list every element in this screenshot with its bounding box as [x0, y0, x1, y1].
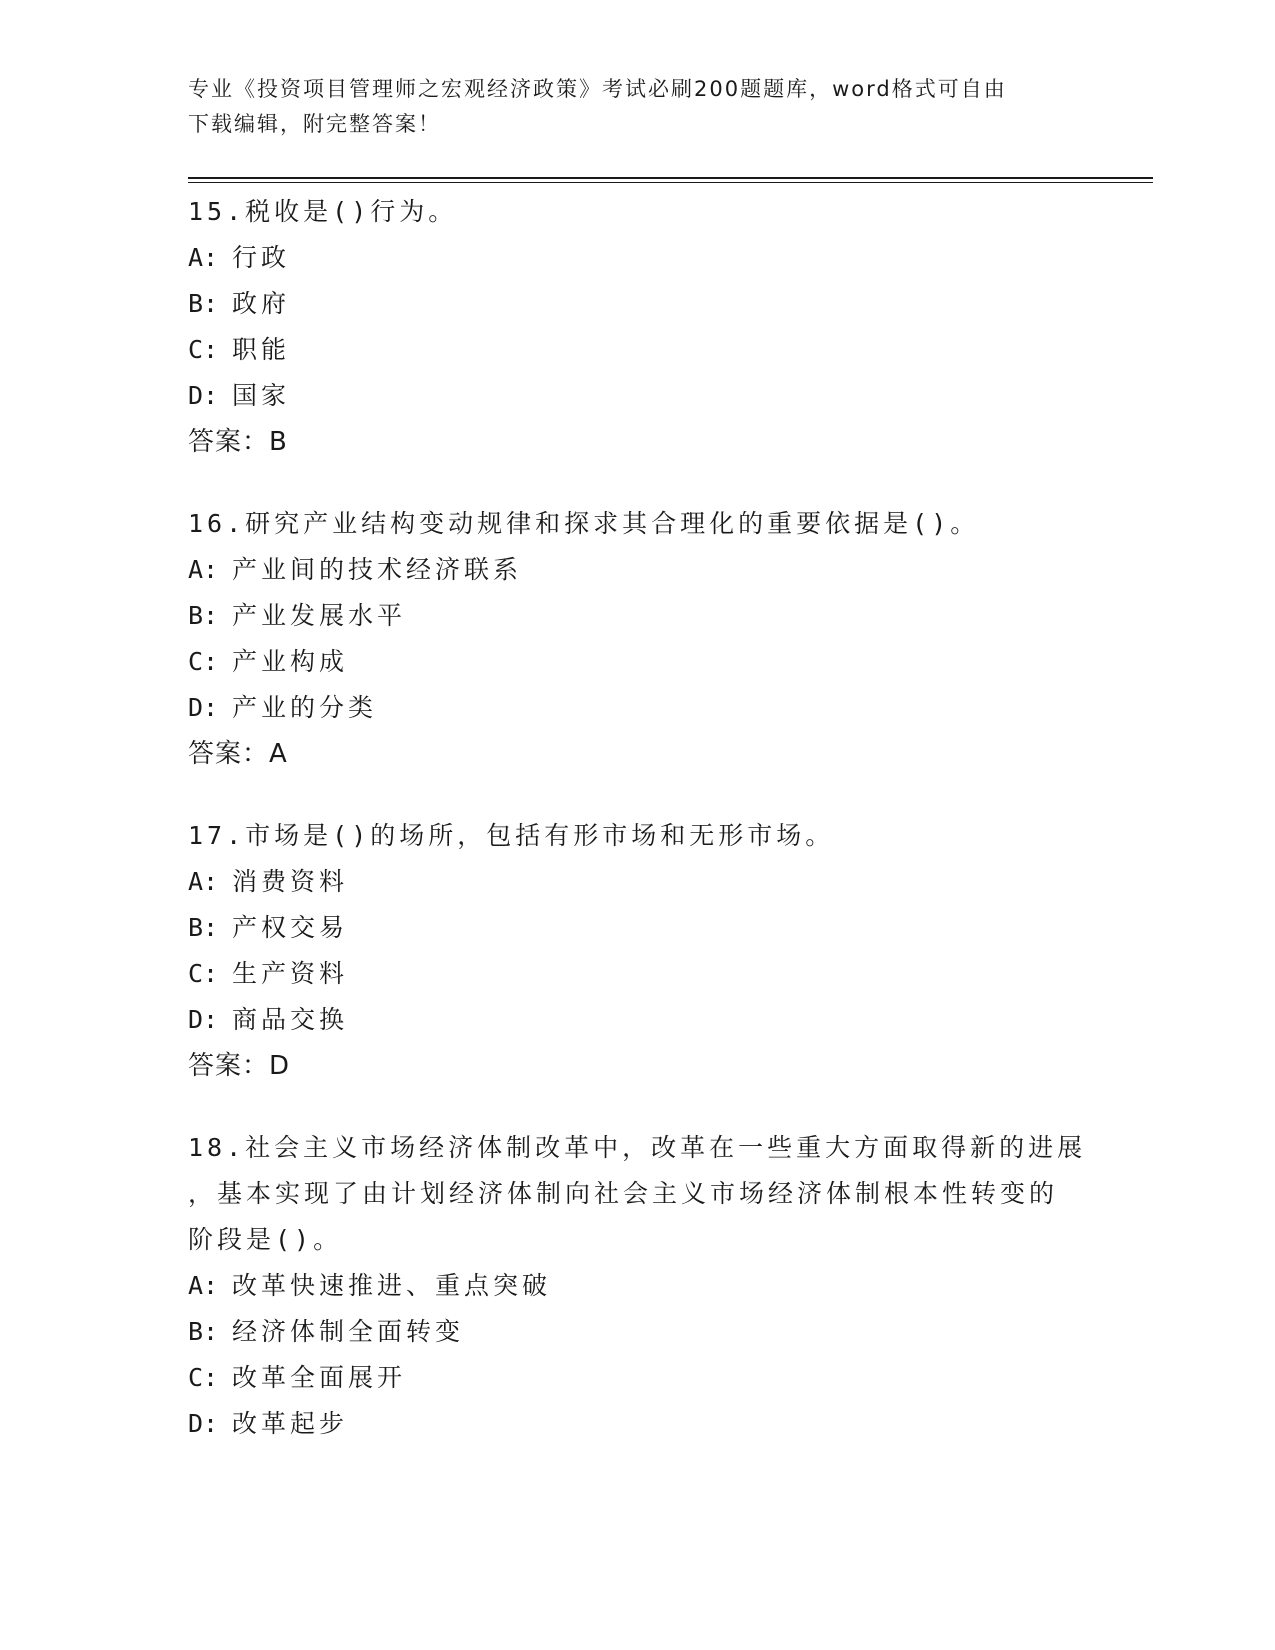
option-c — [188, 1355, 1088, 1401]
header-line-2: 下载编辑，附完整答案！ — [188, 112, 441, 136]
question-stem-line-1: 18.社会主义市场经济体制改革中，改革在一些重大方面取得新的进展 — [188, 1133, 1087, 1162]
question-stem-line-3: 阶段是()。 — [188, 1225, 343, 1254]
question-15 — [188, 189, 1088, 465]
header-divider-thick — [188, 177, 1153, 179]
option-text: 产业发展水平 — [232, 601, 407, 630]
option-text: 消费资料 — [232, 867, 349, 896]
option-key: B: — [188, 601, 219, 630]
option-key: C: — [188, 1363, 219, 1392]
option-key: C: — [188, 335, 219, 364]
question-stem-line-2: ，基本实现了由计划经济体制向社会主义市场经济体制根本性转变的 — [188, 1179, 1059, 1208]
option-key: B: — [188, 289, 219, 318]
option-a — [188, 235, 1088, 281]
option-key: D: — [188, 1409, 219, 1438]
option-b — [188, 281, 1088, 327]
question-list — [188, 189, 1088, 1483]
option-text: 改革起步 — [232, 1409, 349, 1438]
option-a — [188, 547, 1088, 593]
option-text: 改革全面展开 — [232, 1363, 407, 1392]
option-text: 产业构成 — [232, 647, 349, 676]
option-key: B: — [188, 1317, 219, 1346]
option-text: 政府 — [232, 289, 291, 318]
option-d — [188, 685, 1088, 731]
option-text: 产权交易 — [232, 913, 349, 942]
option-key: A: — [188, 1271, 219, 1300]
option-text: 产业的分类 — [232, 693, 378, 722]
option-b — [188, 1309, 1088, 1355]
option-d — [188, 373, 1088, 419]
option-text: 国家 — [232, 381, 291, 410]
answer-line: 答案：D — [188, 1051, 291, 1081]
option-text: 职能 — [232, 335, 291, 364]
document-header — [188, 72, 1088, 142]
option-text: 经济体制全面转变 — [232, 1317, 465, 1346]
answer-line: 答案：A — [188, 739, 288, 769]
question-18 — [188, 1125, 1088, 1447]
question-16 — [188, 501, 1088, 777]
option-text: 商品交换 — [232, 1005, 349, 1034]
option-text: 产业间的技术经济联系 — [232, 555, 523, 584]
option-d — [188, 997, 1088, 1043]
option-c — [188, 327, 1088, 373]
option-key: A: — [188, 555, 219, 584]
option-d — [188, 1401, 1088, 1447]
option-text: 行政 — [232, 243, 291, 272]
header-line-1: 专业《投资项目管理师之宏观经济政策》考试必刷200题题库，word格式可自由 — [188, 77, 1007, 101]
option-key: D: — [188, 1005, 219, 1034]
option-c — [188, 951, 1088, 997]
option-text: 生产资料 — [232, 959, 349, 988]
option-key: D: — [188, 693, 219, 722]
option-key: C: — [188, 959, 219, 988]
question-stem: 17.市场是()的场所，包括有形市场和无形市场。 — [188, 821, 835, 850]
option-c — [188, 639, 1088, 685]
header-divider-thin — [188, 182, 1153, 183]
option-a — [188, 1263, 1088, 1309]
question-stem: 16.研究产业结构变动规律和探求其合理化的重要依据是()。 — [188, 509, 980, 538]
option-key: B: — [188, 913, 219, 942]
option-key: C: — [188, 647, 219, 676]
question-17 — [188, 813, 1088, 1089]
answer-line: 答案：B — [188, 427, 288, 457]
question-stem: 15.税收是()行为。 — [188, 197, 458, 226]
option-a — [188, 859, 1088, 905]
option-b — [188, 593, 1088, 639]
option-key: A: — [188, 867, 219, 896]
option-b — [188, 905, 1088, 951]
option-key: D: — [188, 381, 219, 410]
option-key: A: — [188, 243, 219, 272]
option-text: 改革快速推进、重点突破 — [232, 1271, 552, 1300]
